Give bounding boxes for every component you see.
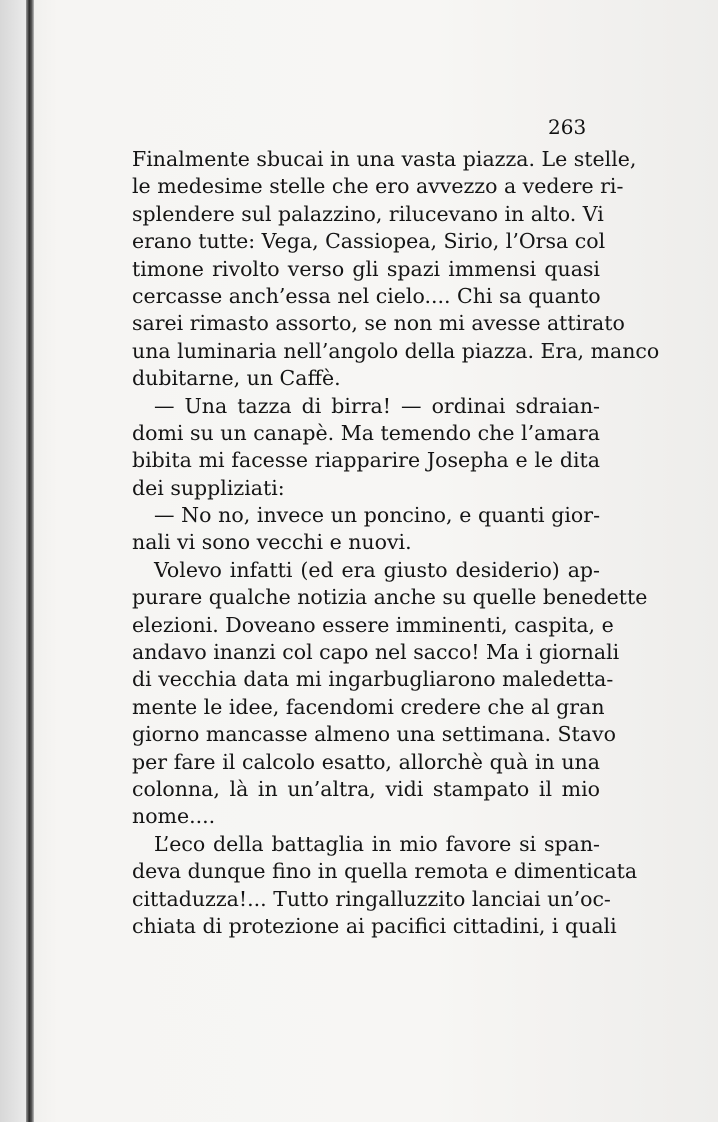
text-line: dubitarne, un Caffè.	[132, 366, 341, 391]
text-line: timone rivolto verso gli spazi immensi quasi	[132, 256, 600, 281]
text-line: Finalmente sbucai in una vasta piazza. Le stelle,	[132, 147, 637, 171]
text-line: — No no, invece un poncino, e quanti gior-	[154, 503, 600, 528]
text-line: cercasse anch’essa nel cielo.... Chi sa quanto	[132, 283, 601, 308]
text-line: elezioni. Doveano essere imminenti, caspita, e	[132, 612, 614, 637]
text-line: mente le idee, facendomi credere che al gran	[132, 694, 605, 719]
text-line: nali vi sono vecchi e nuovi.	[132, 530, 412, 555]
text-line: una luminaria nell’angolo della piazza. Era, manco	[132, 338, 660, 363]
text-line: splendere sul palazzino, rilucevano in alto. Vi	[132, 201, 604, 226]
text-line: le medesime stelle che ero avvezzo a vedere ri-	[132, 174, 624, 199]
text-line: domi su un canapè. Ma temendo che l’amara	[132, 420, 600, 445]
text-line: Volevo infatti (ed era giusto desiderio) ap-	[154, 557, 600, 582]
text-line: di vecchia data mi ingarbugliarono maledetta-	[132, 667, 614, 692]
text-line: bibita mi facesse riapparire Josepha e le dita	[132, 448, 600, 473]
text-line: dei suppliziati:	[132, 475, 285, 500]
text-line: L’eco della battaglia in mio favore si span-	[154, 831, 600, 856]
text-line: giorno mancasse almeno una settimana. Stavo	[132, 722, 616, 747]
text-line: deva dunque fino in quella remota e dimenticata	[132, 859, 638, 884]
text-line: cittaduzza!... Tutto ringalluzzito lanciai un’oc-	[132, 886, 611, 911]
text-line: andavo inanzi col capo nel sacco! Ma i giornali	[132, 640, 620, 665]
text-line: chiata di protezione ai pacifici cittadini, i quali	[132, 913, 617, 938]
text-line: colonna, là in un’altra, vidi stampato il mio	[132, 776, 600, 801]
book-spine	[26, 0, 34, 1122]
text-line: sarei rimasto assorto, se non mi avesse attirato	[132, 311, 625, 336]
text-line: per fare il calcolo esatto, allorchè quà in una	[132, 749, 600, 774]
text-line: erano tutte: Vega, Cassiopea, Sirio, l’Orsa col	[132, 229, 606, 254]
text-line: nome....	[132, 804, 216, 829]
page-number: 263	[548, 115, 587, 139]
text-line: purare qualche notizia anche su quelle benedette	[132, 585, 648, 610]
text-line: — Una tazza di birra! — ordinai sdraian-	[154, 393, 600, 418]
page-margin-shadow	[0, 0, 26, 1122]
body-text	[132, 146, 660, 940]
